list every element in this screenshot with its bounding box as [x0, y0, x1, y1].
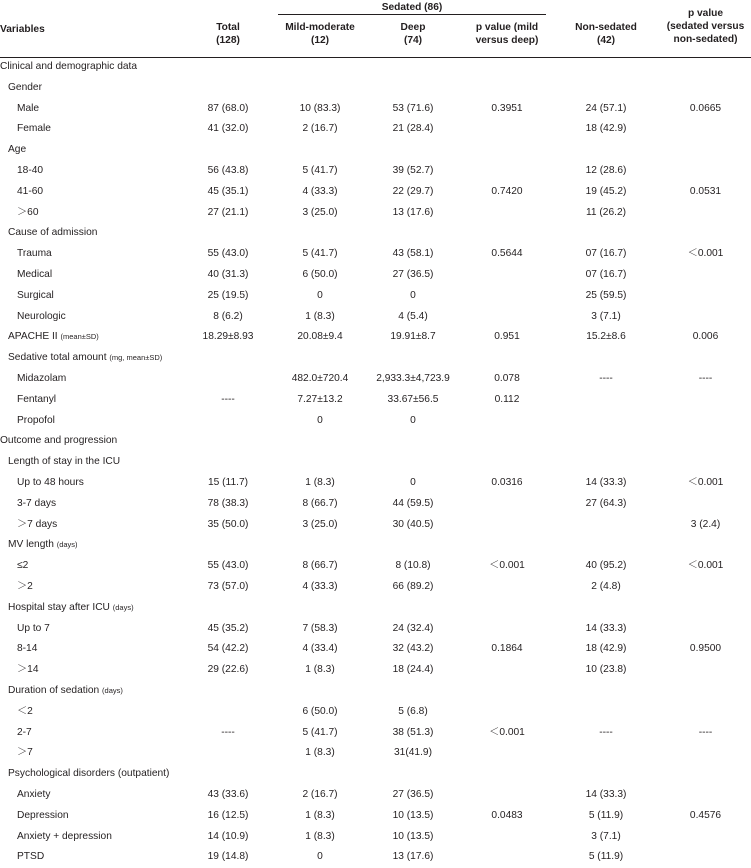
row-label-text: 3-7 days [17, 497, 57, 509]
table-row [0, 556, 751, 577]
table-row [0, 827, 751, 848]
row-label [0, 78, 42, 99]
row-label [0, 577, 33, 598]
pvalue-mild-deep-cell: ＜0.001 [489, 560, 525, 572]
table-row [0, 182, 751, 203]
table-row [0, 203, 751, 224]
deep-cell: 43 (58.1) [392, 248, 434, 260]
row-label-text: Female [17, 123, 51, 135]
total-cell: ---- [221, 726, 235, 738]
group-row [0, 327, 751, 348]
table-row [0, 785, 751, 806]
non-sedated-cell: 10 (23.8) [585, 664, 627, 676]
non-sedated-cell: ---- [599, 373, 613, 384]
row-label [0, 223, 97, 244]
non-sedated-cell: 27 (64.3) [585, 497, 627, 509]
header-pvalue-sedated-vs-non [660, 7, 751, 46]
deep-cell: 30 (40.5) [392, 518, 434, 530]
pvalue-mild-deep-cell: ＜0.001 [489, 726, 525, 738]
mild-moderate-cell: 10 (83.3) [299, 102, 341, 114]
non-sedated-cell: 18 (42.9) [585, 123, 627, 135]
row-label-text: Up to 7 [17, 622, 50, 634]
total-cell: 87 (68.0) [207, 102, 249, 114]
group-row [0, 78, 751, 99]
non-sedated-cell: 5 (11.9) [588, 851, 624, 863]
pvalue-sedated-non-cell: 3 (2.4) [690, 518, 721, 530]
pvalue-mild-deep-cell: 0.112 [494, 393, 520, 405]
table-row [0, 660, 751, 681]
non-sedated-cell: 3 (7.1) [591, 310, 621, 322]
deep-cell: 0 [410, 477, 416, 488]
total-cell: 45 (35.2) [207, 622, 249, 634]
header-pval2-line1: p value [687, 8, 724, 19]
mild-moderate-cell: 0 [317, 414, 323, 426]
row-label-text: Neurologic [17, 310, 66, 322]
header-pvalue-mild-vs-deep [462, 21, 552, 47]
deep-cell: 22 (29.7) [392, 185, 434, 197]
pvalue-sedated-non-cell: ＜0.001 [687, 477, 724, 488]
row-label-text: ≤2 [17, 560, 29, 572]
row-label [0, 57, 137, 78]
row-label-text: Up to 48 hours [17, 477, 84, 488]
table-header [0, 0, 751, 58]
deep-cell: 44 (59.5) [392, 497, 434, 509]
non-sedated-cell: 40 (95.2) [585, 560, 627, 572]
row-label [0, 431, 117, 452]
table-row [0, 723, 751, 744]
table-row [0, 265, 751, 286]
row-label-text: ＜2 [17, 705, 33, 717]
row-label [0, 660, 39, 681]
row-label [0, 827, 112, 848]
mild-moderate-cell: 482.0±720.4 [291, 373, 349, 384]
table-row [0, 743, 751, 764]
pvalue-sedated-non-cell: ---- [698, 373, 713, 384]
row-label-text: Depression [17, 809, 69, 821]
total-cell: 18.29±8.93 [202, 331, 254, 343]
row-label-text: ＞14 [17, 664, 39, 676]
pvalue-mild-deep-cell: 0.078 [494, 373, 520, 384]
deep-cell: 24 (32.4) [392, 622, 434, 634]
table-row [0, 99, 751, 120]
row-label [0, 99, 39, 120]
mild-moderate-cell: 6 (50.0) [302, 705, 338, 717]
row-label [0, 806, 69, 827]
table-row [0, 515, 751, 536]
deep-cell: 10 (13.5) [392, 830, 434, 842]
mild-moderate-cell: 3 (25.0) [302, 518, 338, 530]
row-label [0, 369, 66, 390]
row-label-text: 8-14 [17, 643, 38, 655]
row-label-text: Clinical and demographic data [0, 61, 138, 72]
non-sedated-cell: 2 (4.8) [591, 581, 621, 592]
deep-cell: 66 (89.2) [392, 581, 434, 592]
total-cell: 16 (12.5) [207, 809, 249, 821]
pvalue-mild-deep-cell: 0.5644 [491, 248, 523, 260]
table-row [0, 702, 751, 723]
pvalue-sedated-non-cell: ---- [698, 726, 713, 738]
deep-cell: 5 (6.8) [398, 705, 428, 717]
group-row [0, 348, 751, 369]
deep-cell: 32 (43.2) [392, 643, 434, 655]
row-label [0, 348, 162, 369]
table-row [0, 473, 751, 494]
deep-cell: 53 (71.6) [392, 102, 434, 114]
row-label-text: Outcome and progression [0, 435, 118, 447]
mild-moderate-cell: 5 (41.7) [302, 726, 338, 738]
mild-moderate-cell: 4 (33.4) [302, 643, 338, 655]
deep-cell: 13 (17.6) [392, 851, 434, 863]
pvalue-sedated-non-cell: 0.0665 [689, 102, 722, 114]
row-label-text: Medical [17, 269, 53, 280]
pvalue-sedated-non-cell: 0.9500 [689, 643, 722, 655]
group-row [0, 535, 751, 556]
total-cell: ---- [221, 393, 235, 405]
row-label [0, 473, 84, 494]
total-cell: 56 (43.8) [207, 165, 249, 176]
row-label [0, 619, 50, 640]
total-cell: 8 (6.2) [213, 310, 243, 322]
row-label-unit: (days) [56, 540, 78, 550]
row-label-text: ＞7 days [17, 518, 58, 530]
non-sedated-cell: 25 (59.5) [585, 289, 627, 301]
header-sedated-group: Sedated (86) [381, 2, 443, 13]
row-label-text: ＞2 [17, 581, 33, 592]
non-sedated-cell: 5 (11.9) [588, 809, 624, 821]
header-pval2-line3: non-sedated) [673, 34, 738, 45]
deep-cell: 27 (36.5) [392, 269, 434, 280]
non-sedated-cell: 14 (33.3) [585, 477, 627, 488]
header-non-line2: (42) [596, 35, 616, 46]
pvalue-mild-deep-cell: 0.951 [494, 331, 520, 343]
total-cell: 54 (42.2) [207, 643, 249, 655]
deep-cell: 13 (17.6) [392, 206, 434, 218]
row-label [0, 244, 52, 265]
row-label-text: 2-7 [17, 726, 32, 738]
deep-cell: 19.91±8.7 [390, 331, 436, 343]
row-label-text: Duration of sedation [8, 685, 100, 696]
mild-moderate-cell: 1 (8.3) [305, 747, 335, 759]
mild-moderate-cell: 1 (8.3) [305, 664, 335, 676]
row-label [0, 494, 56, 515]
mild-moderate-cell: 1 (8.3) [305, 830, 335, 842]
row-label [0, 140, 26, 161]
deep-cell: 38 (51.3) [392, 726, 434, 738]
total-cell: 43 (33.6) [207, 789, 249, 800]
row-label-text: Psychological disorders (outpatient) [8, 768, 170, 780]
header-non-line1: Non-sedated [575, 22, 637, 33]
row-label [0, 515, 57, 536]
total-cell: 45 (35.1) [207, 185, 249, 197]
row-label-text: MV length [8, 539, 54, 551]
header-mild-line2: (12) [310, 35, 330, 46]
row-label-text: Trauma [17, 248, 52, 260]
deep-cell: 4 (5.4) [398, 310, 428, 322]
row-label [0, 390, 56, 411]
non-sedated-cell: ---- [599, 726, 613, 738]
total-cell: 35 (50.0) [207, 518, 249, 530]
deep-cell: 33.67±56.5 [387, 393, 439, 405]
row-label-text: Cause of admission [8, 227, 98, 239]
row-label-text: Length of stay in the ICU [8, 456, 121, 468]
non-sedated-cell: 14 (33.3) [585, 622, 627, 634]
total-cell: 55 (43.0) [207, 560, 249, 572]
total-cell: 41 (32.0) [207, 123, 249, 135]
deep-cell: 2,933.3±4,723.9 [376, 373, 450, 384]
deep-cell: 27 (36.5) [392, 789, 434, 800]
row-label [0, 307, 66, 328]
header-mild-moderate [276, 21, 364, 47]
header-total-line2: (128) [216, 35, 240, 46]
header-pval1-line2: versus deep) [475, 35, 539, 46]
table-row [0, 244, 751, 265]
mild-moderate-cell: 1 (8.3) [305, 477, 335, 488]
row-label-text: Midazolam [17, 373, 67, 384]
row-label-text: Surgical [17, 289, 54, 301]
mild-moderate-cell: 20.08±9.4 [297, 331, 343, 343]
table-row [0, 639, 751, 660]
section-row [0, 431, 751, 452]
row-label-text: APACHE II [8, 331, 58, 343]
total-cell: 15 (11.7) [207, 477, 249, 488]
row-label-text: ＞60 [17, 206, 39, 218]
total-cell: 14 (10.9) [207, 830, 249, 842]
row-label-text: Propofol [17, 414, 55, 426]
group-row [0, 223, 751, 244]
mild-moderate-cell: 2 (16.7) [302, 789, 338, 800]
mild-moderate-cell: 1 (8.3) [305, 310, 335, 322]
total-cell: 29 (22.6) [207, 664, 249, 676]
row-label-text: Gender [8, 81, 42, 93]
mild-moderate-cell: 8 (66.7) [302, 497, 338, 509]
header-total [180, 21, 276, 47]
table-row [0, 119, 751, 140]
row-label [0, 182, 43, 203]
mild-moderate-cell: 4 (33.3) [302, 185, 338, 197]
header-pval1-line1: p value (mild [475, 22, 539, 33]
non-sedated-cell: 15.2±8.6 [586, 331, 626, 343]
table-row [0, 307, 751, 328]
mild-moderate-cell: 5 (41.7) [302, 248, 338, 260]
table-row [0, 411, 751, 432]
row-label-text: Anxiety [17, 789, 51, 800]
pvalue-mild-deep-cell: 0.3951 [491, 102, 523, 114]
deep-cell: 21 (28.4) [392, 123, 434, 135]
mild-moderate-cell: 2 (16.7) [302, 123, 338, 135]
deep-cell: 0 [410, 289, 416, 301]
row-label [0, 203, 39, 224]
row-label-text: Sedative total amount [8, 352, 107, 364]
pvalue-sedated-non-cell: 0.4576 [689, 809, 722, 821]
mild-moderate-cell: 1 (8.3) [305, 809, 335, 821]
row-label [0, 847, 44, 868]
row-label-text: Age [8, 144, 27, 156]
row-label [0, 119, 51, 140]
total-cell: 25 (19.5) [207, 289, 249, 301]
mild-moderate-cell: 3 (25.0) [302, 206, 338, 218]
row-label [0, 702, 33, 723]
table-row [0, 847, 751, 868]
row-label [0, 265, 52, 286]
pvalue-mild-deep-cell: 0.7420 [491, 185, 523, 197]
total-cell: 19 (14.8) [207, 851, 249, 863]
row-label [0, 535, 78, 556]
mild-moderate-cell: 5 (41.7) [302, 165, 338, 176]
deep-cell: 0 [410, 414, 416, 426]
sedated-group-rule [278, 14, 546, 15]
group-row [0, 764, 751, 785]
header-variables: Variables [0, 24, 45, 35]
non-sedated-cell: 24 (57.1) [585, 102, 627, 114]
row-label-text: Hospital stay after ICU [8, 601, 110, 613]
row-label [0, 743, 33, 764]
row-label [0, 286, 54, 307]
header-total-line1: Total [216, 22, 240, 33]
non-sedated-cell: 19 (45.2) [585, 185, 627, 197]
deep-cell: 31(41.9) [394, 747, 432, 759]
non-sedated-cell: 14 (33.3) [585, 789, 627, 800]
row-label-unit: (mean±SD) [60, 332, 99, 342]
row-label [0, 556, 28, 577]
table-row [0, 494, 751, 515]
mild-moderate-cell: 6 (50.0) [302, 269, 338, 280]
non-sedated-cell: 18 (42.9) [585, 643, 627, 655]
header-deep-line2: (74) [403, 35, 423, 46]
row-label-text: Anxiety + depression [17, 830, 112, 842]
header-pval2-line2: (sedated versus [666, 21, 745, 32]
mild-moderate-cell: 8 (66.7) [302, 560, 338, 572]
non-sedated-cell: 07 (16.7) [585, 248, 627, 260]
row-label-unit: (days) [112, 602, 134, 612]
header-deep [364, 21, 462, 47]
non-sedated-cell: 12 (28.6) [585, 165, 627, 176]
header-mild-line1: Mild-moderate [285, 22, 355, 33]
total-cell: 40 (31.3) [207, 269, 249, 280]
row-label-text: 18-40 [17, 165, 44, 176]
mild-moderate-cell: 0 [317, 289, 323, 301]
non-sedated-cell: 07 (16.7) [585, 269, 627, 280]
section-row [0, 57, 751, 78]
row-label [0, 327, 99, 348]
deep-cell: 8 (10.8) [395, 560, 431, 572]
pvalue-sedated-non-cell: 0.006 [692, 331, 719, 343]
table-row [0, 161, 751, 182]
group-row [0, 598, 751, 619]
header-deep-line1: Deep [400, 22, 426, 33]
deep-cell: 18 (24.4) [392, 664, 434, 676]
mild-moderate-cell: 4 (33.3) [302, 581, 338, 592]
pvalue-mild-deep-cell: 0.1864 [491, 643, 523, 655]
group-row [0, 681, 751, 702]
row-label-text: ＞7 [17, 747, 33, 759]
row-label [0, 639, 37, 660]
row-label [0, 411, 55, 432]
row-label [0, 452, 120, 473]
row-label [0, 764, 169, 785]
table-row [0, 286, 751, 307]
pvalue-sedated-non-cell: 0.0531 [689, 185, 722, 197]
table-row [0, 806, 751, 827]
row-label [0, 598, 134, 619]
row-label [0, 161, 43, 182]
deep-cell: 39 (52.7) [392, 165, 434, 176]
row-label [0, 681, 123, 702]
row-label [0, 785, 50, 806]
pvalue-mild-deep-cell: 0.0316 [491, 477, 523, 488]
pvalue-mild-deep-cell: 0.0483 [491, 809, 523, 821]
total-cell: 27 (21.1) [207, 206, 249, 218]
pvalue-sedated-non-cell: ＜0.001 [687, 560, 724, 572]
header-non-sedated [552, 21, 660, 47]
total-cell: 73 (57.0) [207, 581, 249, 592]
mild-moderate-cell: 0 [317, 851, 323, 863]
row-label-text: PTSD [17, 851, 45, 863]
non-sedated-cell: 11 (26.2) [585, 206, 627, 218]
pvalue-sedated-non-cell: ＜0.001 [687, 248, 724, 260]
row-label-unit: (days) [102, 686, 123, 695]
table-row [0, 369, 751, 390]
row-label [0, 723, 32, 744]
mild-moderate-cell: 7.27±13.2 [297, 393, 343, 405]
group-row [0, 452, 751, 473]
total-cell: 55 (43.0) [207, 248, 249, 260]
non-sedated-cell: 3 (7.1) [591, 830, 621, 842]
table-row [0, 390, 751, 411]
row-label-text: 41-60 [17, 185, 44, 197]
deep-cell: 10 (13.5) [392, 809, 434, 821]
table-row [0, 577, 751, 598]
row-label-unit: (mg, mean±SD) [109, 353, 163, 363]
table-row [0, 619, 751, 640]
row-label-text: Fentanyl [17, 393, 57, 405]
row-label-text: Male [17, 102, 40, 114]
mild-moderate-cell: 7 (58.3) [302, 622, 338, 634]
group-row [0, 140, 751, 161]
total-cell: 78 (38.3) [207, 497, 249, 509]
